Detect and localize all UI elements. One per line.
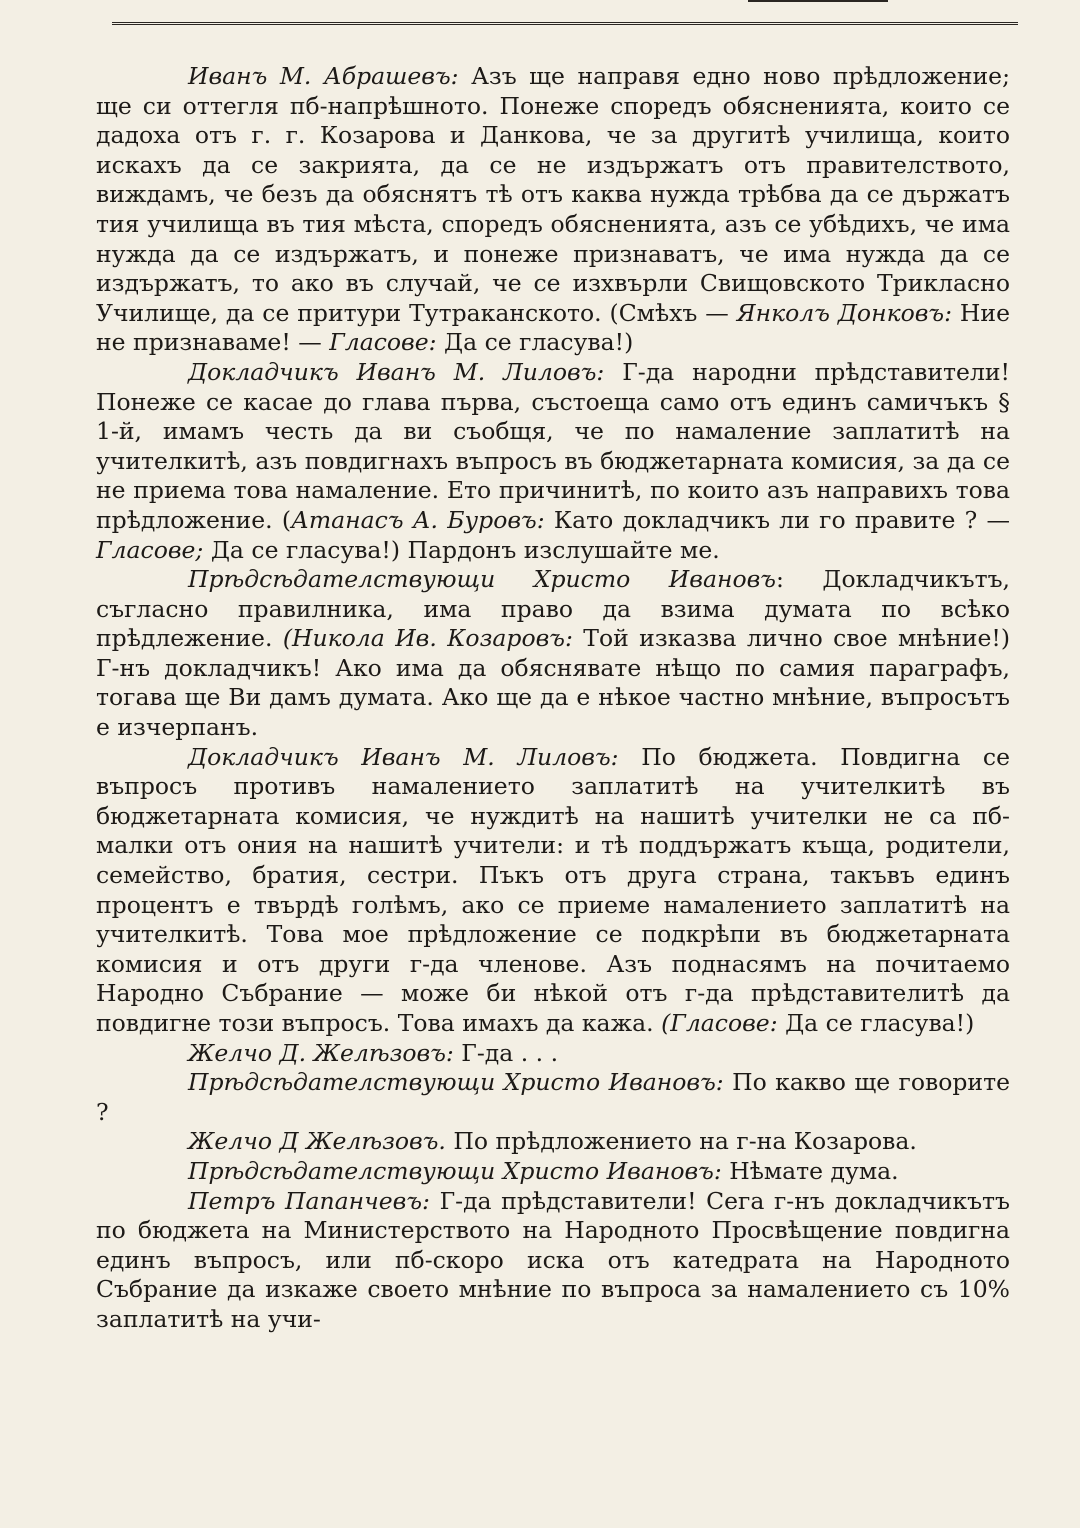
interjection-speaker: Янколъ Донковъ: — [736, 298, 953, 327]
speech-text: Да се гласува!) Пардонъ изслушайте ме. — [203, 535, 720, 564]
interjection-speaker: Гласове; — [96, 535, 204, 564]
speaker-name: Докладчикъ Иванъ М. Лиловъ: — [188, 357, 605, 386]
speaker-name: Прѣдсѣдателствующи Христо Ивановъ: — [188, 1068, 724, 1097]
speech-paragraph — [96, 743, 1010, 1039]
speaker-name: Петръ Папанчевъ: — [188, 1186, 430, 1215]
speech-text: Да се гласува!) — [777, 1009, 975, 1037]
speaker-name: Желчо Д. Желѣзовъ: — [188, 1038, 454, 1067]
speech-text: Г-да . . . — [453, 1038, 559, 1067]
speech-text: Ние не признаваме! — — [96, 298, 1010, 357]
speaker-name: Прѣдсѣдателствующи Христо Ивановъ: — [188, 1156, 722, 1185]
speech-text: Г-да народни прѣдставители! Понеже се касае до глава първа, състоеща само отъ единъ самичъкъ § 1-й, имамъ честь да ви съобщя, че по намаление заплатитѣ на учителкитѣ, азъ повдигнахъ въпросъ въ бюджетарната комисия, за да се не приема това намаление. Ето причинитѣ, по които азъ направихъ това прѣдложение. ( — [96, 357, 1010, 534]
speech-text: По прѣдложението на г-на Козарова. — [445, 1127, 917, 1156]
speech-text: Азъ ще направя едно ново прѣдложение; ще си оттегля пб-напрѣшното. Понеже споредъ обясненията, които се дадоха отъ г. г. Козарова и Данкова, че за другитѣ училища, които искахъ да се закрията, да се не издържатъ отъ правителството, виждамъ, че безъ да обяснятъ тѣ отъ каква нужда трѣбва да се държатъ тия училища въ тия мѣста, споредъ обясненията, азъ се убѣдихъ, че има нужда да се издържатъ, и понеже признаватъ, че има нужда да се издържатъ, то ако въ случай, че се изхвърли Свищовското Трикласно Училище, да се притури Тутраканското. (Смѣхъ — — [96, 62, 1010, 327]
speech-paragraph — [96, 1039, 1010, 1069]
speech-paragraph — [96, 1068, 1010, 1127]
header-fragment — [748, 0, 888, 10]
speech-paragraph — [96, 62, 1010, 358]
speech-paragraph — [96, 565, 1010, 743]
speech-paragraph — [96, 1187, 1010, 1335]
speech-text: Да се гласува!) — [436, 328, 634, 357]
speech-text: Той изказва лично свое мнѣние!) Г-нъ докладчикъ! Ако има да обяснявате нѣщо по самия параграфъ, тогава ще Ви дамъ думата. Ако ще да е нѣкое частно мнѣние, въпросътъ е изчерпанъ. — [96, 624, 1010, 742]
speech-text: По какво ще говорите ? — [96, 1068, 1010, 1126]
speech-text: По бюджета. Повдигна се въпросъ противъ намалението заплатитѣ на учителкитѣ въ бюджетарната комисия, че нуждитѣ на нашитѣ учителки не са пб-малки отъ ония на нашитѣ учители: и тѣ поддържатъ къща, родители, семейство, братия, сестри. Пъкъ отъ друга страна, такъвъ единъ процентъ е твърдѣ голѣмъ, ако се приеме намалението заплатитѣ на учителкитѣ. Това мое прѣдложение се подкрѣпи въ бюджетарната комисия и отъ други г-да членове. Азъ поднасямъ на почитаемо Народно Събрание — може би нѣкой отъ г-да прѣдставителитѣ да повдигне този въпросъ. Това имахъ да кажа. — [96, 742, 1010, 1037]
speaker-name: Прѣдсѣдателствующи Христо Ивановъ — [188, 565, 776, 594]
header-rule — [112, 0, 1018, 25]
speech-text: Нѣмате дума. — [721, 1156, 899, 1185]
speech-text: : Докладчикътъ, съгласно правилника, има право да взима думата по всѣко прѣдлежение. — [96, 565, 1010, 653]
speech-paragraph — [96, 358, 1010, 565]
speech-paragraph — [96, 1127, 1010, 1157]
speaker-name: Докладчикъ Иванъ М. Лиловъ: — [188, 742, 619, 771]
interjection-speaker: (Гласове: — [661, 1009, 778, 1037]
transcript-body — [96, 62, 1010, 1335]
speech-paragraph — [96, 1157, 1010, 1187]
speech-text: Г-да прѣдставители! Сега г-нъ докладчикътъ по бюджета на Министерството на Народното Просвѣщение повдигна единъ въпросъ, или пб-скоро иска отъ катедрата на Народното Събрание да изкаже своето мнѣние по въпроса за намалението съ 10% заплатитѣ на учи- — [96, 1186, 1010, 1333]
interjection-speaker: (Никола Ив. Козаровъ: — [282, 624, 573, 653]
speaker-name: Желчо Д Желѣзовъ. — [188, 1127, 446, 1156]
speech-text: Като докладчикъ ли го правите ? — — [544, 505, 1010, 534]
interjection-speaker: Атанасъ А. Буровъ: — [291, 505, 545, 534]
interjection-speaker: Гласове: — [329, 328, 437, 357]
speaker-name: Иванъ М. Абрашевъ: — [188, 62, 459, 90]
